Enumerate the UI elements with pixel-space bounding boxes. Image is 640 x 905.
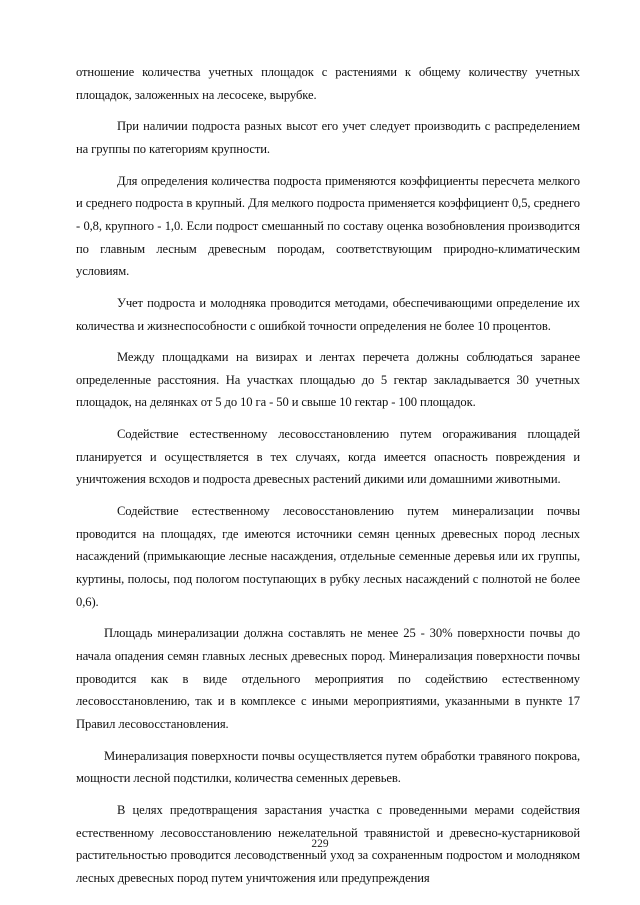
- paragraph-9: Минерализация поверхности почвы осуществляется путем обработки травяного покрова, мощности лесной подстилки, количества семенных деревьев.: [76, 748, 580, 786]
- paragraph-10: В целях предотвращения зарастания участка с проведенными мерами содействия естественному лесовосстановлению нежелательной травянистой и древесно-кустарниковой растительностью проводится лесоводственный уход за сохраненным подростом и молодняком лесных древесных пород путем уничтожения или предупреждения: [76, 802, 580, 885]
- paragraph-5: Между площадками на визирах и лентах перечета должны соблюдаться заранее определенные расстояния. На участках площадью до 5 гектар закладывается 30 учетных площадок, на делянках от 5 до 10 га - 50 и свыше 10 гектар - 100 площадок.: [76, 350, 580, 410]
- paragraph-8: Площадь минерализации должна составлять не менее 25 - 30% поверхности почвы до начала опадения семян главных лесных древесных пород. Минерализация поверхности почвы проводится как в виде отдельного мероприятия по содействию естественному лесовосстановлению, так и в комплексе с иными мероприятиями, указанными в пункте 17 Правил лесовосстановления.: [76, 626, 580, 731]
- paragraph-6: Содействие естественному лесовосстановлению путем огораживания площадей планируется и осуществляется в тех случаях, когда имеется опасность повреждения и уничтожения всходов и подроста древесных растений дикими или домашними животными.: [76, 427, 580, 487]
- paragraph-1: отношение количества учетных площадок с растениями к общему количеству учетных площадок, заложенных на лесосеке, вырубке.: [76, 65, 580, 102]
- paragraph-4: Учет подроста и молодняка проводится методами, обеспечивающими определение их количества и жизнеспособности с ошибкой точности определения не более 10 процентов.: [76, 295, 580, 333]
- paragraph-2: При наличии подроста разных высот его учет следует производить с распределением на группы по категориям крупности.: [76, 119, 580, 156]
- document-body: [76, 61, 580, 889]
- paragraph-3: Для определения количества подроста применяются коэффициенты пересчета мелкого и среднего подроста в крупный. Для мелкого подроста применяется коэффициент 0,5, среднего - 0,8, крупного - 1,0. Если подрост смешанный по составу оценка возобновления производится по главным лесным древесным породам, соответствующим природно-климатическим условиям.: [76, 173, 580, 279]
- page-number: 229: [311, 838, 329, 850]
- paragraph-7: Содействие естественному лесовосстановлению путем минерализации почвы проводится на площадях, где имеются источники семян ценных древесных пород лесных насаждений (примыкающие лесные насаждения, отдельные семенные деревья или их группы, куртины, полосы, под пологом поступающих в рубку лесных насаждений с полнотой не более 0,6).: [76, 504, 580, 609]
